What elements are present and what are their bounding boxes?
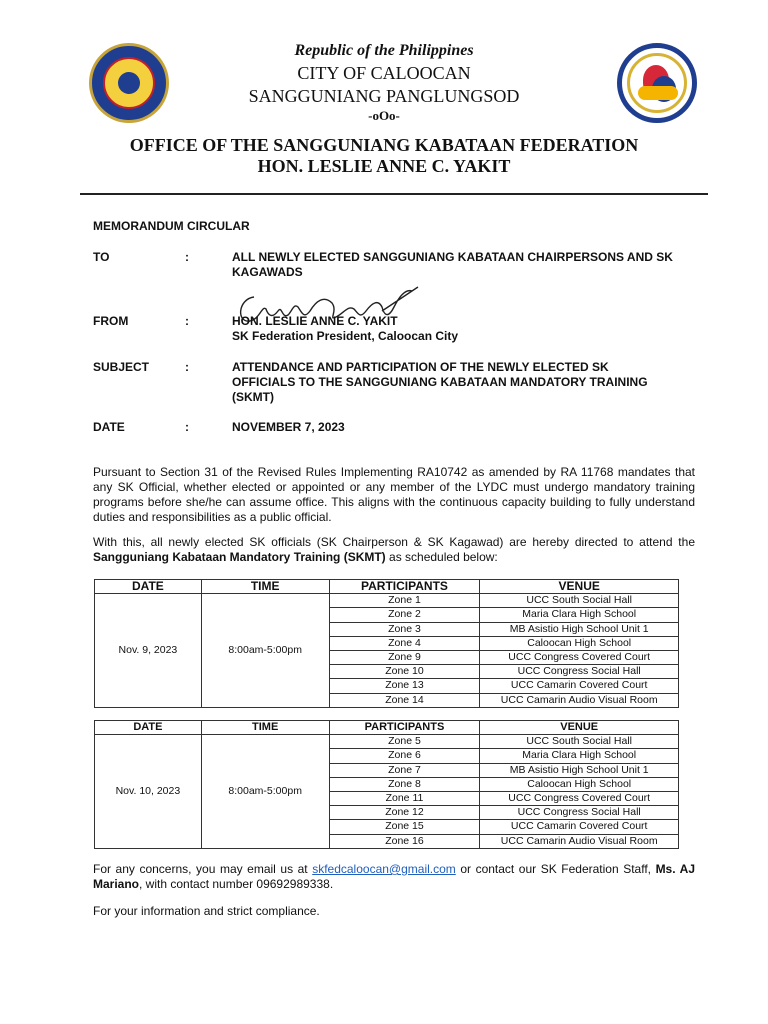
contact-paragraph: For any concerns, you may email us at skfedcaloocan@gmail.com or contact our SK Federation Staff, Ms. AJ Mariano, with contact number 09692989338. [93,862,696,891]
training-name: Sangguniang Kabataan Mandatory Training (SKMT) [93,550,386,564]
header-time: TIME [201,580,329,594]
date-label: DATE [93,420,125,434]
participants-cell: Zone 16 [329,834,480,848]
venue-cell: UCC South Social Hall [480,735,679,749]
venue-cell: UCC Camarin Audio Visual Room [480,834,679,848]
venue-cell: Maria Clara High School [480,608,679,622]
body-paragraph-2: With this, all newly elected SK officials (SK Chairperson & SK Kagawad) are hereby directed to attend the Sangguniang Kabataan Mandatory Training (SKMT) as scheduled below: [93,535,695,564]
table-row [95,735,679,749]
closing-paragraph: For your information and strict compliance. [93,904,320,918]
header-date: DATE [95,580,202,594]
participants-cell: Zone 9 [329,650,480,664]
from-title: SK Federation President, Caloocan City [232,329,459,343]
participants-cell: Zone 2 [329,608,480,622]
venue-cell: UCC Camarin Audio Visual Room [480,693,679,707]
schedule-date: Nov. 10, 2023 [95,735,202,849]
participants-cell: Zone 15 [329,820,480,834]
schedule-table-1 [94,579,679,708]
from-label: FROM [93,314,129,328]
city-heading: CITY OF CALOOCAN [297,63,471,83]
participants-cell: Zone 3 [329,622,480,636]
venue-cell: Maria Clara High School [480,749,679,763]
to-value: ALL NEWLY ELECTED SANGGUNIANG KABATAAN CHAIRPERSONS AND SK KAGAWADS [232,250,673,279]
participants-cell: Zone 4 [329,636,480,650]
venue-cell: MB Asistio High School Unit 1 [480,763,679,777]
participants-cell: Zone 1 [329,594,480,608]
header-venue: VENUE [480,721,679,735]
schedule-table-2 [94,720,679,849]
venue-cell: MB Asistio High School Unit 1 [480,622,679,636]
venue-cell: UCC Congress Covered Court [480,650,679,664]
header-participants: PARTICIPANTS [329,580,480,594]
republic-heading: Republic of the Philippines [294,42,474,59]
subject-colon: : [185,360,189,374]
memo-title: MEMORANDUM CIRCULAR [93,219,250,233]
from-name: HON. LESLIE ANNE C. YAKIT [232,314,398,328]
body-paragraph-1: Pursuant to Section 31 of the Revised Rules Implementing RA10742 as amended by RA 11768 mandates that any SK Official, whether elected or appointed or any member of the LYDC must undergo mandatory training programs before she/he can assume office. This aligns with the continuous capacity building to fully understand duties and responsibilities as a public official. [93,465,695,524]
participants-cell: Zone 14 [329,693,480,707]
schedule-date: Nov. 9, 2023 [95,594,202,708]
subject-value: ATTENDANCE AND PARTICIPATION OF THE NEWLY ELECTED SK OFFICIALS TO THE SANGGUNIANG KABATAAN MANDATORY TRAINING (SKMT) [232,360,648,404]
table-row [95,594,679,608]
to-label: TO [93,250,110,264]
header-venue: VENUE [480,580,679,594]
header-separator: -oOo- [368,108,400,123]
venue-cell: UCC Camarin Covered Court [480,679,679,693]
participants-cell: Zone 7 [329,763,480,777]
venue-cell: Caloocan High School [480,636,679,650]
participants-cell: Zone 10 [329,665,480,679]
venue-cell: UCC Congress Social Hall [480,806,679,820]
contact-name: Ms. AJ Mariano [93,862,696,891]
participants-cell: Zone 6 [329,749,480,763]
date-colon: : [185,420,189,434]
participants-cell: Zone 5 [329,735,480,749]
header-participants: PARTICIPANTS [329,721,480,735]
participants-cell: Zone 13 [329,679,480,693]
official-heading: HON. LESLIE ANNE C. YAKIT [257,156,511,176]
email-link[interactable]: skfedcaloocan@gmail.com [312,862,456,876]
venue-cell: UCC Camarin Covered Court [480,820,679,834]
participants-cell: Zone 12 [329,806,480,820]
council-heading: SANGGUNIANG PANGLUNGSOD [248,86,520,106]
schedule-time: 8:00am-5:00pm [201,735,329,849]
participants-cell: Zone 11 [329,791,480,805]
header-time: TIME [201,721,329,735]
from-colon: : [185,314,189,328]
participants-cell: Zone 8 [329,777,480,791]
venue-cell: UCC Congress Social Hall [480,665,679,679]
office-heading: OFFICE OF THE SANGGUNIANG KABATAAN FEDERATION [129,135,639,155]
venue-cell: UCC Congress Covered Court [480,791,679,805]
header-date: DATE [95,721,202,735]
schedule-time: 8:00am-5:00pm [201,594,329,708]
date-value: NOVEMBER 7, 2023 [232,420,345,434]
header-divider [80,193,708,195]
to-colon: : [185,250,189,264]
subject-label: SUBJECT [93,360,150,374]
venue-cell: UCC South Social Hall [480,594,679,608]
venue-cell: Caloocan High School [480,777,679,791]
